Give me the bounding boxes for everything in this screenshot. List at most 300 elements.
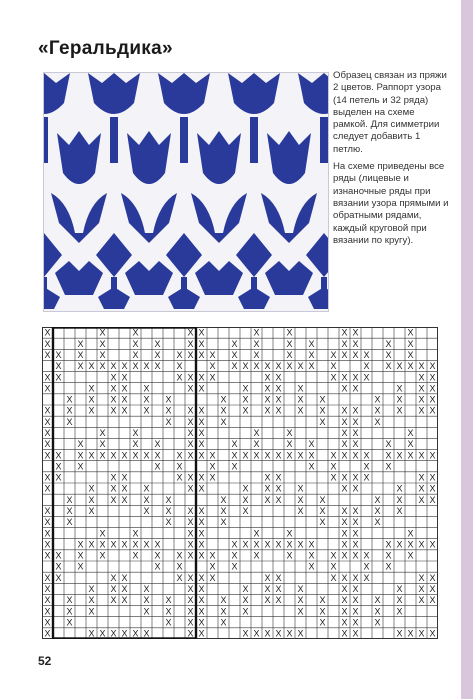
stitch-symbol: X bbox=[88, 383, 95, 394]
stitch-symbol: X bbox=[286, 338, 293, 349]
stitch-symbol: X bbox=[121, 383, 128, 394]
stitch-symbol: X bbox=[198, 405, 205, 416]
stitch-symbol: X bbox=[143, 583, 150, 594]
stitch-symbol: X bbox=[110, 361, 117, 372]
stitch-symbol: X bbox=[352, 338, 359, 349]
stitch-symbol: X bbox=[374, 505, 381, 516]
stitch-symbol: X bbox=[154, 439, 161, 450]
stitch-symbol: X bbox=[242, 494, 249, 505]
stitch-symbol: X bbox=[176, 550, 183, 561]
stitch-symbol: X bbox=[44, 349, 51, 360]
stitch-symbol: X bbox=[154, 539, 161, 550]
stitch-symbol: X bbox=[132, 539, 139, 550]
stitch-symbol: X bbox=[99, 539, 106, 550]
stitch-symbol: X bbox=[418, 539, 425, 550]
stitch-symbol: X bbox=[44, 539, 51, 550]
stitch-symbol: X bbox=[297, 483, 304, 494]
stitch-symbol: X bbox=[154, 450, 161, 461]
stitch-symbol: X bbox=[341, 416, 348, 427]
stitch-symbol: X bbox=[187, 595, 194, 606]
stitch-symbol: X bbox=[44, 439, 51, 450]
stitch-symbol: X bbox=[352, 572, 359, 583]
stitch-symbol: X bbox=[132, 349, 139, 360]
stitch-symbol: X bbox=[187, 606, 194, 617]
stitch-symbol: X bbox=[121, 483, 128, 494]
stitch-symbol: X bbox=[264, 572, 271, 583]
stitch-symbol: X bbox=[77, 539, 84, 550]
stitch-symbol: X bbox=[198, 550, 205, 561]
stem-motif bbox=[44, 117, 48, 163]
stitch-symbol: X bbox=[363, 349, 370, 360]
stitch-symbol: X bbox=[275, 628, 282, 639]
stitch-symbol: X bbox=[55, 572, 62, 583]
stitch-symbol: X bbox=[286, 439, 293, 450]
stitch-symbol: X bbox=[297, 383, 304, 394]
stitch-symbol: X bbox=[352, 483, 359, 494]
stitch-symbol: X bbox=[165, 394, 172, 405]
stitch-symbol: X bbox=[110, 405, 117, 416]
stitch-symbol: X bbox=[176, 450, 183, 461]
stitch-symbol: X bbox=[341, 539, 348, 550]
stitch-symbol: X bbox=[77, 361, 84, 372]
stitch-symbol: X bbox=[110, 472, 117, 483]
stitch-symbol: X bbox=[308, 361, 315, 372]
stitch-symbol: X bbox=[187, 528, 194, 539]
stitch-symbol: X bbox=[418, 628, 425, 639]
stitch-symbol: X bbox=[44, 617, 51, 628]
stitch-symbol: X bbox=[77, 439, 84, 450]
stitch-symbol: X bbox=[429, 394, 436, 405]
stitch-symbol: X bbox=[209, 572, 216, 583]
stitch-symbol: X bbox=[187, 372, 194, 383]
stitch-symbol: X bbox=[187, 539, 194, 550]
stitch-symbol: X bbox=[176, 572, 183, 583]
stitch-symbol: X bbox=[308, 550, 315, 561]
stitch-symbol: X bbox=[88, 405, 95, 416]
stitch-symbol: X bbox=[341, 505, 348, 516]
stitch-symbol: X bbox=[407, 450, 414, 461]
stitch-symbol: X bbox=[341, 483, 348, 494]
stitch-symbol: X bbox=[242, 505, 249, 516]
stitch-symbol: X bbox=[220, 617, 227, 628]
stitch-symbol: X bbox=[231, 450, 238, 461]
stitch-symbol: X bbox=[44, 550, 51, 561]
stitch-symbol: X bbox=[77, 561, 84, 572]
stitch-symbol: X bbox=[264, 372, 271, 383]
stitch-symbol: X bbox=[187, 450, 194, 461]
stitch-symbol: X bbox=[275, 383, 282, 394]
stitch-symbol: X bbox=[418, 383, 425, 394]
stitch-symbol: X bbox=[418, 394, 425, 405]
stitch-symbol: X bbox=[231, 539, 238, 550]
stitch-symbol: X bbox=[44, 416, 51, 427]
stitch-symbol: X bbox=[297, 450, 304, 461]
stitch-symbol: X bbox=[231, 361, 238, 372]
stitch-symbol: X bbox=[198, 338, 205, 349]
stitch-symbol: X bbox=[209, 550, 216, 561]
stitch-symbol: X bbox=[121, 405, 128, 416]
stitch-symbol: X bbox=[209, 461, 216, 472]
stitch-symbol: X bbox=[330, 361, 337, 372]
stitch-symbol: X bbox=[396, 394, 403, 405]
stitch-symbol: X bbox=[66, 606, 73, 617]
stitch-symbol: X bbox=[121, 583, 128, 594]
stitch-symbol: X bbox=[121, 472, 128, 483]
stitch-symbol: X bbox=[418, 361, 425, 372]
stitch-symbol: X bbox=[286, 550, 293, 561]
stitch-symbol: X bbox=[121, 372, 128, 383]
stitch-symbol: X bbox=[242, 450, 249, 461]
stitch-symbol: X bbox=[253, 439, 260, 450]
stitch-symbol: X bbox=[308, 338, 315, 349]
description-paragraph-2: На схеме приведены все ряды (лицевые и изнаночные ряды при вязании узора прямыми и обратными рядами, каждый круговой при вязании по кругу). bbox=[333, 161, 449, 246]
stitch-symbol: X bbox=[187, 383, 194, 394]
stitch-symbol: X bbox=[132, 361, 139, 372]
stitch-symbol: X bbox=[429, 628, 436, 639]
stitch-symbol: X bbox=[176, 361, 183, 372]
stitch-symbol: X bbox=[198, 595, 205, 606]
stitch-symbol: X bbox=[132, 327, 139, 338]
stitch-symbol: X bbox=[242, 583, 249, 594]
stitch-symbol: X bbox=[77, 338, 84, 349]
stitch-symbol: X bbox=[154, 461, 161, 472]
stitch-symbol: X bbox=[198, 483, 205, 494]
stitch-symbol: X bbox=[231, 550, 238, 561]
stitch-symbol: X bbox=[99, 327, 106, 338]
stitch-symbol: X bbox=[319, 394, 326, 405]
stitch-symbol: X bbox=[352, 595, 359, 606]
stitch-symbol: X bbox=[319, 595, 326, 606]
stitch-symbol: X bbox=[55, 361, 62, 372]
stitch-symbol: X bbox=[55, 450, 62, 461]
stem-motif bbox=[110, 117, 118, 163]
stitch-symbol: X bbox=[374, 405, 381, 416]
stitch-symbol: X bbox=[319, 617, 326, 628]
stitch-symbol: X bbox=[319, 606, 326, 617]
stitch-symbol: X bbox=[110, 394, 117, 405]
stitch-symbol: X bbox=[132, 550, 139, 561]
stitch-symbol: X bbox=[352, 606, 359, 617]
stitch-symbol: X bbox=[429, 595, 436, 606]
stitch-symbol: X bbox=[77, 450, 84, 461]
stitch-symbol: X bbox=[198, 539, 205, 550]
stitch-symbol: X bbox=[418, 450, 425, 461]
stitch-symbol: X bbox=[297, 505, 304, 516]
stitch-symbol: X bbox=[264, 383, 271, 394]
stitch-symbol: X bbox=[407, 528, 414, 539]
stitch-symbol: X bbox=[396, 383, 403, 394]
stitch-symbol: X bbox=[352, 327, 359, 338]
stitch-symbol: X bbox=[66, 494, 73, 505]
stitch-symbol: X bbox=[407, 338, 414, 349]
stitch-symbol: X bbox=[308, 561, 315, 572]
stitch-symbol: X bbox=[275, 450, 282, 461]
stitch-symbol: X bbox=[352, 517, 359, 528]
stitch-symbol: X bbox=[385, 361, 392, 372]
stitch-symbol: X bbox=[187, 572, 194, 583]
stitch-symbol: X bbox=[209, 372, 216, 383]
stitch-symbol: X bbox=[44, 327, 51, 338]
stitch-symbol: X bbox=[176, 561, 183, 572]
stitch-symbol: X bbox=[99, 450, 106, 461]
stitch-symbol: X bbox=[352, 349, 359, 360]
stitch-symbol: X bbox=[286, 628, 293, 639]
stitch-symbol: X bbox=[143, 494, 150, 505]
stitch-symbol: X bbox=[55, 349, 62, 360]
stitch-symbol: X bbox=[385, 439, 392, 450]
stitch-symbol: X bbox=[275, 539, 282, 550]
stitch-symbol: X bbox=[110, 372, 117, 383]
stitch-symbol: X bbox=[198, 583, 205, 594]
stitch-symbol: X bbox=[429, 583, 436, 594]
stitch-symbol: X bbox=[286, 528, 293, 539]
stitch-symbol: X bbox=[341, 550, 348, 561]
stitch-symbol: X bbox=[44, 338, 51, 349]
stitch-symbol: X bbox=[220, 505, 227, 516]
stitch-symbol: X bbox=[297, 394, 304, 405]
stitch-symbol: X bbox=[220, 517, 227, 528]
stitch-symbol: X bbox=[253, 550, 260, 561]
stitch-symbol: X bbox=[198, 383, 205, 394]
stitch-symbol: X bbox=[198, 505, 205, 516]
stitch-symbol: X bbox=[143, 505, 150, 516]
stitch-symbol: X bbox=[352, 439, 359, 450]
stitch-symbol: X bbox=[275, 472, 282, 483]
stitch-symbol: X bbox=[220, 405, 227, 416]
stitch-symbol: X bbox=[55, 461, 62, 472]
stitch-symbol: X bbox=[407, 427, 414, 438]
stitch-symbol: X bbox=[143, 628, 150, 639]
stitch-symbol: X bbox=[220, 494, 227, 505]
stitch-symbol: X bbox=[374, 494, 381, 505]
stitch-symbol: X bbox=[429, 572, 436, 583]
stitch-symbol: X bbox=[132, 427, 139, 438]
stitch-symbol: X bbox=[187, 483, 194, 494]
stitch-symbol: X bbox=[187, 439, 194, 450]
stitch-symbol: X bbox=[385, 349, 392, 360]
stitch-symbol: X bbox=[352, 528, 359, 539]
stitch-symbol: X bbox=[319, 494, 326, 505]
stitch-symbol: X bbox=[429, 383, 436, 394]
stitch-symbol: X bbox=[110, 572, 117, 583]
stitch-symbol: X bbox=[341, 617, 348, 628]
stitch-symbol: X bbox=[319, 505, 326, 516]
stitch-symbol: X bbox=[363, 472, 370, 483]
stitch-symbol: X bbox=[319, 405, 326, 416]
stitch-symbol: X bbox=[429, 494, 436, 505]
stitch-symbol: X bbox=[176, 349, 183, 360]
stitch-symbol: X bbox=[286, 427, 293, 438]
stitch-symbol: X bbox=[88, 450, 95, 461]
stitch-symbol: X bbox=[264, 394, 271, 405]
stitch-symbol: X bbox=[429, 361, 436, 372]
stitch-symbol: X bbox=[253, 427, 260, 438]
stitch-symbol: X bbox=[407, 539, 414, 550]
stitch-symbol: X bbox=[407, 349, 414, 360]
stitch-symbol: X bbox=[341, 349, 348, 360]
stitch-symbol: X bbox=[385, 561, 392, 572]
stitch-symbol: X bbox=[220, 595, 227, 606]
stitch-symbol: X bbox=[88, 505, 95, 516]
stitch-symbol: X bbox=[341, 405, 348, 416]
stem-motif bbox=[320, 117, 328, 163]
stitch-symbol: X bbox=[385, 450, 392, 461]
stitch-symbol: X bbox=[407, 550, 414, 561]
stitch-symbol: X bbox=[429, 483, 436, 494]
stitch-symbol: X bbox=[341, 606, 348, 617]
stitch-symbol: X bbox=[363, 550, 370, 561]
stitch-symbol: X bbox=[253, 361, 260, 372]
stitch-symbol: X bbox=[352, 427, 359, 438]
stitch-symbol: X bbox=[198, 628, 205, 639]
stitch-symbol: X bbox=[407, 439, 414, 450]
stitch-symbol: X bbox=[55, 550, 62, 561]
stitch-symbol: X bbox=[121, 394, 128, 405]
knitting-chart bbox=[42, 327, 438, 639]
stitch-symbol: X bbox=[253, 539, 260, 550]
stitch-symbol: X bbox=[407, 327, 414, 338]
stitch-symbol: X bbox=[198, 416, 205, 427]
stitch-symbol: X bbox=[396, 606, 403, 617]
description-paragraph-1: Образец связан из пряжи 2 цветов. Раппорт узора (14 петель и 32 ряда) выделен на схеме рамкой. Для симметрии следует добавить 1 петлю. bbox=[333, 70, 447, 155]
stitch-symbol: X bbox=[99, 427, 106, 438]
stitch-symbol: X bbox=[418, 595, 425, 606]
stitch-symbol: X bbox=[88, 361, 95, 372]
stitch-symbol: X bbox=[396, 505, 403, 516]
stitch-symbol: X bbox=[396, 483, 403, 494]
stitch-symbol: X bbox=[198, 349, 205, 360]
stitch-symbol: X bbox=[187, 427, 194, 438]
stitch-symbol: X bbox=[110, 628, 117, 639]
stitch-symbol: X bbox=[308, 539, 315, 550]
stitch-symbol: X bbox=[286, 450, 293, 461]
stitch-symbol: X bbox=[341, 383, 348, 394]
stitch-symbol: X bbox=[374, 595, 381, 606]
stitch-symbol: X bbox=[121, 361, 128, 372]
stitch-symbol: X bbox=[330, 561, 337, 572]
stitch-symbol: X bbox=[198, 327, 205, 338]
stitch-symbol: X bbox=[330, 550, 337, 561]
stitch-symbol: X bbox=[286, 327, 293, 338]
stitch-symbol: X bbox=[231, 461, 238, 472]
stitch-symbol: X bbox=[77, 550, 84, 561]
stitch-symbol: X bbox=[198, 572, 205, 583]
stitch-symbol: X bbox=[121, 595, 128, 606]
stitch-symbol: X bbox=[44, 572, 51, 583]
stitch-symbol: X bbox=[143, 394, 150, 405]
stitch-symbol: X bbox=[407, 628, 414, 639]
stitch-symbol: X bbox=[55, 472, 62, 483]
stitch-symbol: X bbox=[429, 372, 436, 383]
stitch-symbol: X bbox=[418, 494, 425, 505]
stitch-symbol: X bbox=[385, 539, 392, 550]
stitch-symbol: X bbox=[88, 606, 95, 617]
stitch-symbol: X bbox=[264, 583, 271, 594]
stitch-symbol: X bbox=[242, 361, 249, 372]
stem-motif bbox=[250, 117, 258, 163]
stitch-symbol: X bbox=[187, 628, 194, 639]
stitch-symbol: X bbox=[231, 349, 238, 360]
stitch-symbol: X bbox=[286, 539, 293, 550]
stitch-symbol: X bbox=[341, 583, 348, 594]
stitch-symbol: X bbox=[143, 595, 150, 606]
stitch-symbol: X bbox=[275, 483, 282, 494]
stitch-symbol: X bbox=[198, 439, 205, 450]
stitch-symbol: X bbox=[198, 617, 205, 628]
stitch-symbol: X bbox=[396, 494, 403, 505]
stitch-symbol: X bbox=[374, 606, 381, 617]
stitch-symbol: X bbox=[363, 572, 370, 583]
stitch-symbol: X bbox=[352, 550, 359, 561]
stitch-symbol: X bbox=[165, 416, 172, 427]
stitch-symbol: X bbox=[297, 583, 304, 594]
stitch-symbol: X bbox=[341, 472, 348, 483]
stitch-symbol: X bbox=[297, 361, 304, 372]
stitch-symbol: X bbox=[330, 572, 337, 583]
stitch-symbol: X bbox=[264, 595, 271, 606]
stitch-symbol: X bbox=[154, 361, 161, 372]
stitch-symbol: X bbox=[154, 338, 161, 349]
stitch-symbol: X bbox=[66, 517, 73, 528]
stitch-symbol: X bbox=[297, 405, 304, 416]
stitch-symbol: X bbox=[396, 450, 403, 461]
stitch-symbol: X bbox=[44, 528, 51, 539]
stitch-symbol: X bbox=[121, 539, 128, 550]
stitch-symbol: X bbox=[165, 606, 172, 617]
stitch-symbol: X bbox=[231, 561, 238, 572]
stitch-symbol: X bbox=[88, 483, 95, 494]
stitch-symbol: X bbox=[66, 505, 73, 516]
stitch-symbol: X bbox=[407, 361, 414, 372]
stitch-symbol: X bbox=[143, 539, 150, 550]
stitch-symbol: X bbox=[176, 461, 183, 472]
stitch-symbol: X bbox=[385, 550, 392, 561]
stitch-symbol: X bbox=[143, 405, 150, 416]
stitch-symbol: X bbox=[44, 606, 51, 617]
stitch-symbol: X bbox=[198, 606, 205, 617]
stitch-symbol: X bbox=[264, 450, 271, 461]
stitch-symbol: X bbox=[77, 461, 84, 472]
stitch-symbol: X bbox=[363, 450, 370, 461]
stitch-symbol: X bbox=[275, 361, 282, 372]
stitch-symbol: X bbox=[165, 517, 172, 528]
stitch-symbol: X bbox=[330, 472, 337, 483]
stitch-symbol: X bbox=[88, 494, 95, 505]
stitch-symbol: X bbox=[198, 528, 205, 539]
stitch-symbol: X bbox=[198, 450, 205, 461]
stitch-symbol: X bbox=[187, 550, 194, 561]
stitch-symbol: X bbox=[220, 394, 227, 405]
stitch-symbol: X bbox=[264, 494, 271, 505]
stitch-symbol: X bbox=[341, 517, 348, 528]
stitch-symbol: X bbox=[66, 394, 73, 405]
stitch-symbol: X bbox=[352, 405, 359, 416]
stitch-symbol: X bbox=[330, 372, 337, 383]
stitch-symbol: X bbox=[308, 439, 315, 450]
stitch-symbol: X bbox=[352, 372, 359, 383]
stitch-symbol: X bbox=[330, 461, 337, 472]
stitch-symbol: X bbox=[44, 405, 51, 416]
stitch-symbol: X bbox=[88, 394, 95, 405]
stitch-symbol: X bbox=[374, 394, 381, 405]
stitch-symbol: X bbox=[66, 416, 73, 427]
stitch-symbol: X bbox=[220, 606, 227, 617]
stitch-symbol: X bbox=[374, 617, 381, 628]
stitch-symbol: X bbox=[121, 628, 128, 639]
stitch-symbol: X bbox=[44, 517, 51, 528]
stitch-symbol: X bbox=[231, 439, 238, 450]
stitch-symbol: X bbox=[253, 450, 260, 461]
